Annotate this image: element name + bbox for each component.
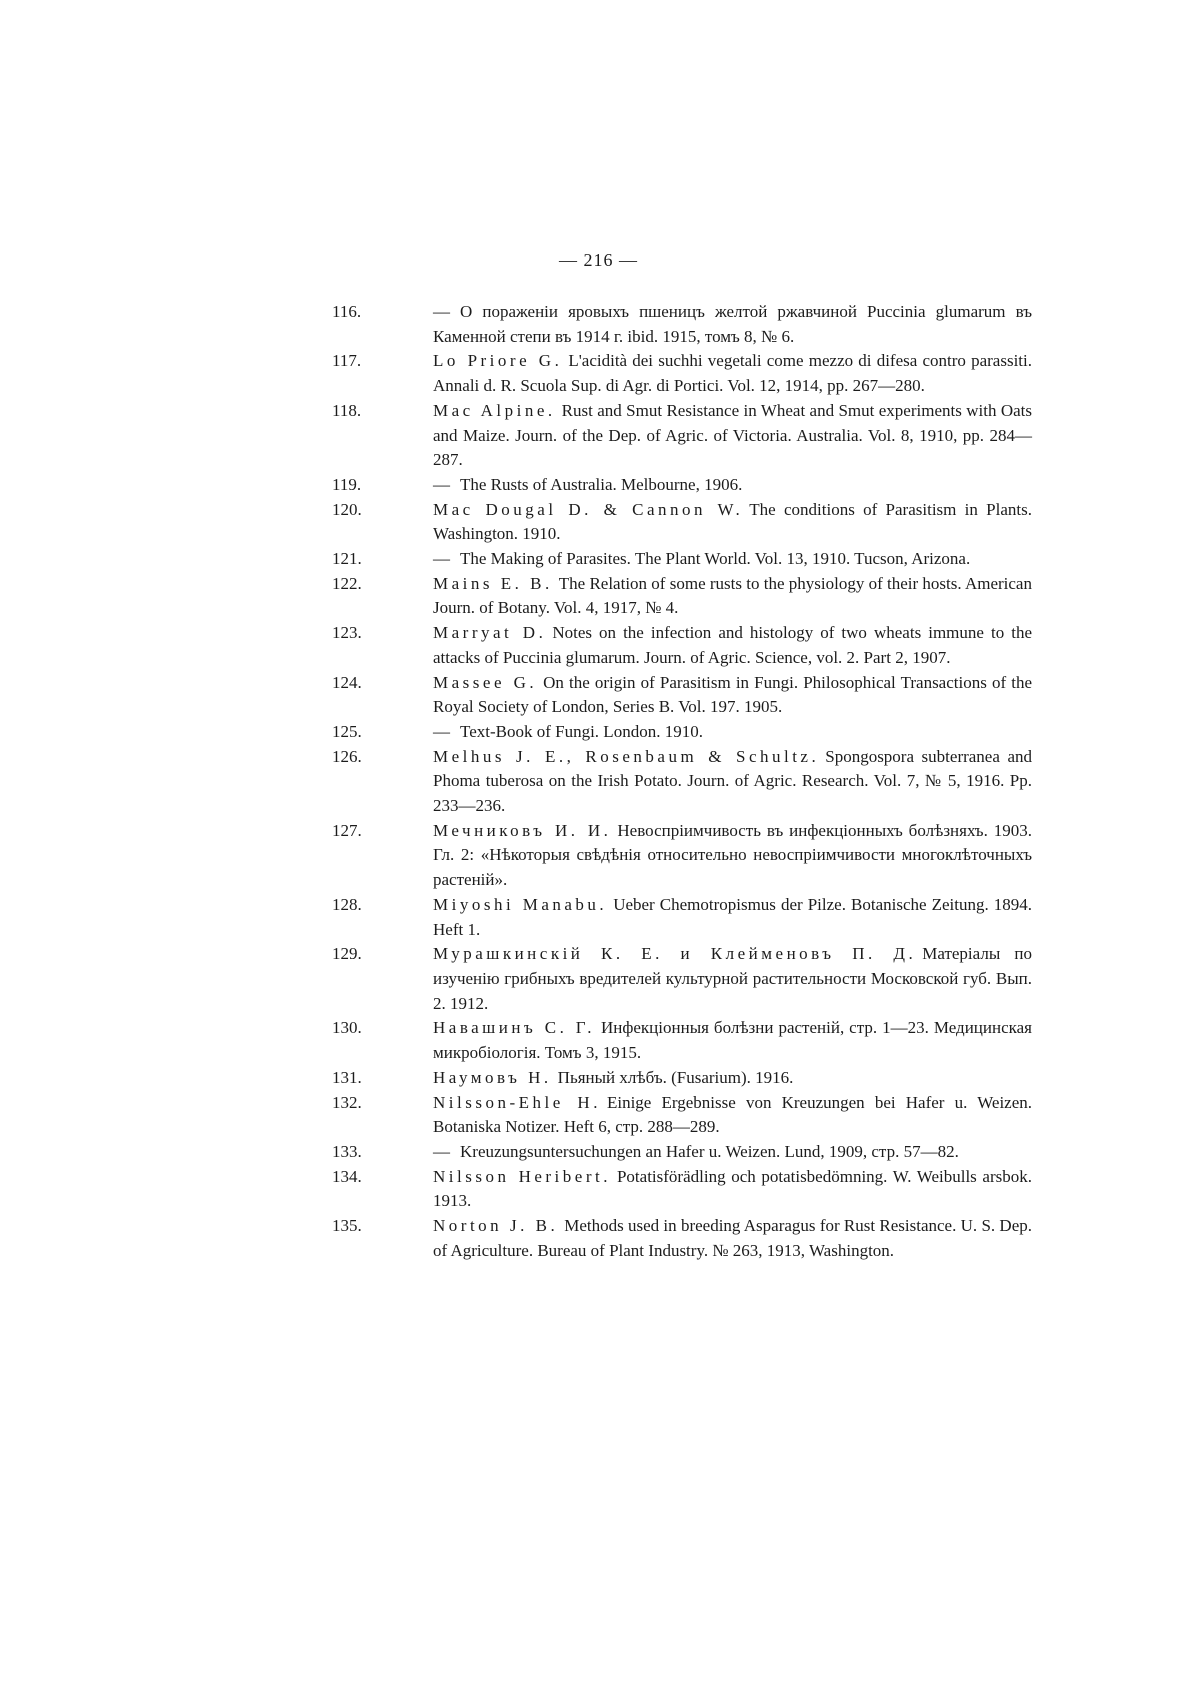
ditto-dash: — [433, 1141, 450, 1161]
bibliography-entry [332, 498, 1032, 547]
entry-number: 133. [332, 1141, 362, 1161]
entry-number: 120. [332, 499, 362, 519]
entry-author: Norton J. B. [433, 1216, 559, 1236]
entry-text: Kreuzungsuntersuchungen an Hafer u. Weizen. Lund, 1909, стр. 57—82. [460, 1141, 959, 1161]
entry-number: 124. [332, 672, 362, 692]
page-number: — 216 — [559, 250, 638, 270]
entry-author: Наумовъ Н. [433, 1067, 552, 1087]
entry-author: Mains E. B. [433, 573, 553, 593]
bibliography-entry [332, 1091, 1032, 1140]
entry-number: 118. [332, 400, 362, 420]
bibliography-entry [332, 745, 1032, 819]
entry-text: Notes on the infection and histology of two wheats immune to the attacks of Puccinia glumarum. Journ. of Agric. Science, vol. 2. Part 2, 1907. [433, 623, 1032, 667]
entry-text: Матеріалы по изученію грибныхъ вредителей культурной растительности Московской губ. Вып. 2. 1912. [433, 944, 1032, 1013]
entry-text: Пьяный хлѣбъ. (Fusarium). 1916. [557, 1067, 794, 1087]
entry-number: 130. [332, 1018, 362, 1038]
bibliography-entry [332, 819, 1032, 893]
entry-number: 126. [332, 746, 362, 766]
bibliography-entry [332, 1140, 1032, 1165]
entry-number: 121. [332, 549, 362, 569]
bibliography-entry [332, 942, 1032, 1016]
entry-number: 119. [332, 474, 362, 494]
bibliography-entry [332, 621, 1032, 670]
entry-author: Мечниковъ И. И. [433, 820, 612, 840]
entry-text: The Relation of some rusts to the physiology of their hosts. American Journ. of Botany. Vol. 4, 1917, № 4. [433, 573, 1032, 618]
entry-number: 128. [332, 894, 362, 914]
bibliography-entry [332, 1165, 1032, 1214]
entry-author: Massee G. [433, 672, 538, 692]
entry-text: On the origin of Parasitism in Fungi. Philosophical Transactions of the Royal Society of London, Series B. Vol. 197. 1905. [433, 672, 1032, 717]
bibliography-entry [332, 1214, 1032, 1263]
bibliography-entry [332, 671, 1032, 720]
ditto-dash: — [433, 474, 450, 494]
entry-number: 122. [332, 573, 362, 593]
entry-number: 131. [332, 1067, 362, 1087]
entry-number: 129. [332, 944, 362, 964]
bibliography-entry [332, 572, 1032, 621]
entry-author: Mac Dougal D. & Cannon W. [433, 499, 744, 519]
entry-number: 132. [332, 1092, 362, 1112]
entry-text: Spongospora subterranea and Phoma tuberosa on the Irish Potato. Journ. of Agric. Research. Vol. 7, № 5, 1916. Pp. 233—236. [433, 746, 1032, 816]
bibliography-entry [332, 1066, 1032, 1091]
entry-number: 134. [332, 1166, 362, 1186]
entry-author: Nilsson Heribert. [433, 1166, 611, 1186]
entry-number: 123. [332, 623, 362, 643]
entry-text: The Making of Parasites. The Plant World. Vol. 13, 1910. Tucson, Arizona. [460, 549, 971, 569]
entry-text: Rust and Smut Resistance in Wheat and Smut experiments with Oats and Maize. Journ. of the Dep. of Agric. of Victoria. Australia. Vol. 8, 1910, pp. 284—287. [433, 400, 1032, 470]
bibliography-list [332, 300, 1032, 1263]
entry-text: Невоспріимчивость въ инфекціонныхъ болѣзняхъ. 1903. Гл. 2: «Нѣкоторыя свѣдѣнія относительно невоспріимчивости многоклѣточныхъ растеній». [433, 820, 1032, 890]
entry-author: Навашинъ С. Г. [433, 1018, 595, 1038]
entry-author: Lo Priore G. [433, 351, 563, 371]
entry-text: Einige Ergebnisse von Kreuzungen bei Hafer u. Weizen. Botaniska Notizer. Heft 6, стр. 288—289. [433, 1092, 1033, 1137]
bibliography-entry [332, 300, 1032, 349]
ditto-dash: — [433, 302, 450, 321]
ditto-dash: — [433, 721, 450, 741]
bibliography-entry [332, 720, 1032, 745]
bibliography-entry [332, 547, 1032, 572]
ditto-dash: — [433, 549, 450, 569]
entry-text: Инфекціонныя болѣзни растеній, стр. 1—23. Медицинская микробіологія. Томъ 3, 1915. [433, 1018, 1032, 1063]
entry-text: Text-Book of Fungi. London. 1910. [460, 721, 703, 741]
entry-number: 125. [332, 721, 362, 741]
bibliography-entry [332, 349, 1032, 398]
bibliography-entry [332, 1016, 1032, 1065]
entry-author: Mac Alpine. [433, 400, 556, 420]
entry-text: The Rusts of Australia. Melbourne, 1906. [460, 474, 743, 494]
entry-text: Potatisförädling och potatisbedömning. W. Weibulls arsbok. 1913. [433, 1166, 1032, 1211]
entry-number: 116. [332, 302, 362, 321]
entry-author: Marryat D. [433, 623, 547, 643]
entry-author: Melhus J. E., Rosenbaum & Schultz. [433, 746, 820, 766]
entry-author: Nilsson-Ehle H. [433, 1092, 601, 1112]
entry-number: 117. [332, 351, 362, 371]
bibliography-entry [332, 399, 1032, 473]
entry-text: Methods used in breeding Asparagus for Rust Resistance. U. S. Dep. of Agriculture. Bureau of Plant Industry. № 263, 1913, Washington. [433, 1216, 1033, 1260]
entry-text: Ueber Chemotropismus der Pilze. Botanische Zeitung. 1894. Heft 1. [433, 894, 1033, 939]
entry-author: Miyoshi Manabu. [433, 894, 608, 914]
entry-text: L'acidità dei suchhi vegetali come mezzo di difesa contro parassiti. Annali d. R. Scuola Sup. di Agr. di Portici. Vol. 12, 1914, pp. 267—280. [433, 351, 1032, 396]
entry-author: Мурашкинскій К. Е. и Клейменовъ П. Д. [433, 944, 917, 964]
entry-number: 135. [332, 1216, 362, 1236]
entry-text: The conditions of Parasitism in Plants. Washington. 1910. [433, 499, 1032, 544]
entry-text: О пораженіи яровыхъ пшеницъ желтой ржавчиной Puccinia glumarum въ Каменной степи въ 1914 г. ibid. 1915, томъ 8, № 6. [433, 302, 1032, 346]
entry-number: 127. [332, 820, 362, 840]
bibliography-entry [332, 893, 1032, 942]
bibliography-entry [332, 473, 1032, 498]
